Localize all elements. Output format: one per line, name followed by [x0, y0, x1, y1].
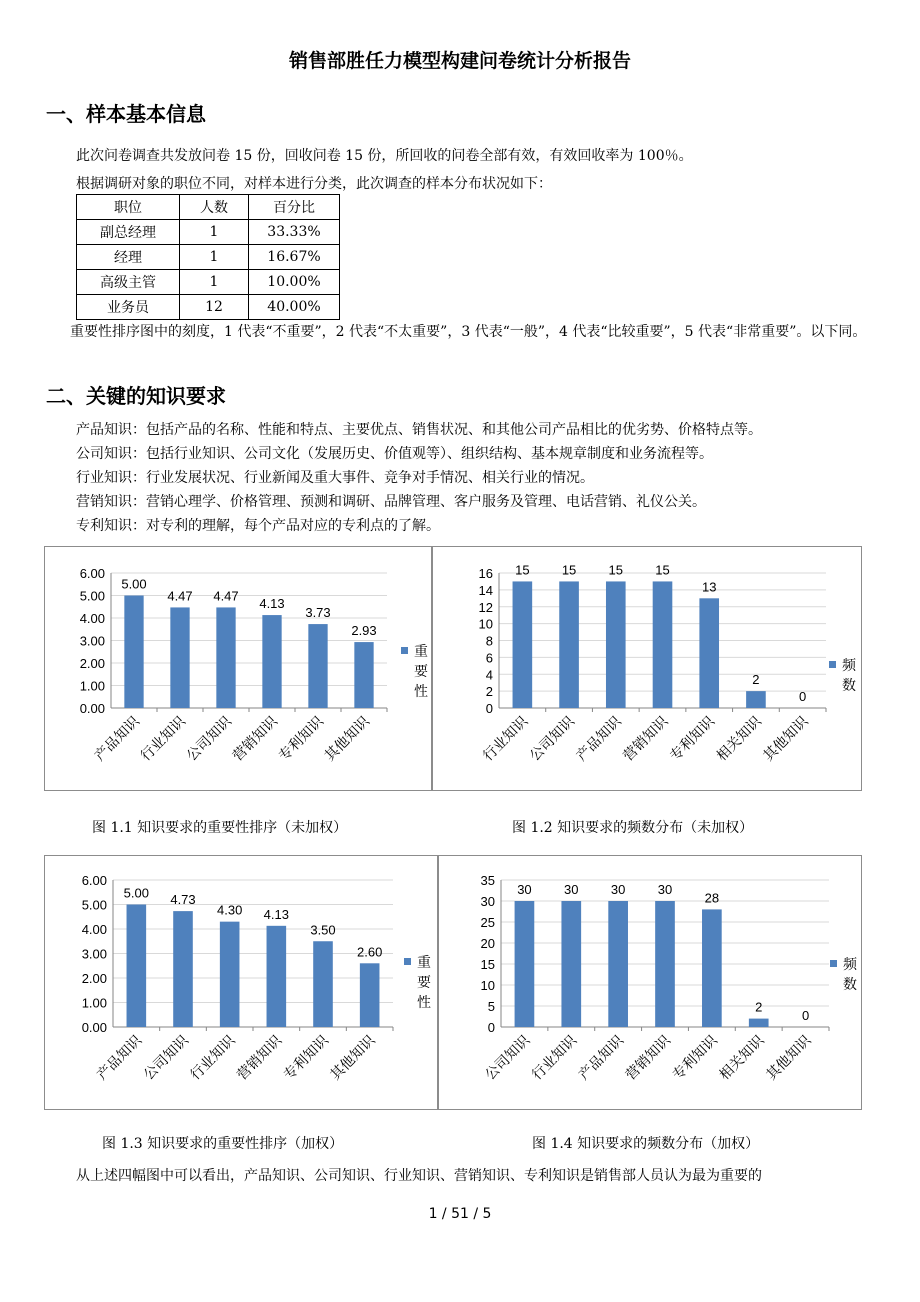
x-tick-label: 营销知识 [229, 713, 281, 765]
y-tick-label: 15 [480, 957, 495, 972]
knowledge-item-marketing: 营销知识：营销心理学、价格管理、预测和调研、品牌管理、客户服务及管理、电话营销、礼仪公关。 [76, 494, 706, 510]
y-tick-label: 4 [485, 667, 493, 683]
y-tick-label: 6 [485, 650, 493, 666]
x-tick-label: 其他知识 [321, 713, 373, 765]
y-tick-label: 1.00 [79, 678, 105, 694]
chart-1-4 [438, 855, 862, 1110]
data-label: 0 [801, 1008, 810, 1023]
x-tick-label: 相关知识 [716, 1032, 768, 1084]
table-row [77, 270, 340, 295]
y-tick-label: 16 [478, 566, 493, 581]
legend-label: 性 [417, 995, 431, 1011]
x-tick-label: 专利知识 [669, 1032, 721, 1084]
y-tick-label: 0 [485, 701, 493, 716]
table-cell: 1 [180, 270, 249, 295]
legend-swatch [829, 661, 836, 668]
data-label: 15 [608, 562, 624, 578]
table-header-cell: 职位 [77, 195, 180, 220]
x-tick-label: 公司知识 [183, 713, 235, 765]
table-cell: 12 [180, 295, 249, 320]
x-tick-label: 其他知识 [327, 1032, 379, 1084]
data-label: 30 [564, 882, 579, 897]
chart-1-3-svg [44, 855, 438, 1110]
y-tick-label: 0 [487, 1020, 495, 1035]
table-cell: 40.00% [249, 295, 340, 320]
x-tick-label: 行业知识 [137, 713, 189, 765]
legend-label: 数 [843, 977, 857, 993]
table-cell: 经理 [77, 245, 180, 270]
y-tick-label: 10 [480, 978, 495, 993]
x-tick-label: 行业知识 [480, 713, 532, 765]
sample-distribution-table [76, 194, 340, 320]
chart-1-2-svg [432, 546, 862, 791]
y-tick-label: 6.00 [81, 873, 107, 888]
y-tick-label: 8 [485, 633, 493, 649]
data-label: 28 [704, 890, 720, 906]
bar [354, 642, 373, 708]
chart-1-4-svg [438, 855, 862, 1110]
legend-label: 要 [414, 664, 428, 680]
data-label: 4.47 [167, 588, 193, 604]
data-label: 2 [755, 999, 763, 1015]
bar [216, 607, 235, 708]
x-tick-label: 公司知识 [526, 713, 578, 765]
data-label: 15 [515, 562, 530, 578]
document-title: 销售部胜任力模型构建问卷统计分析报告 [288, 50, 631, 72]
bar [173, 911, 193, 1027]
x-tick-label: 专利知识 [275, 713, 327, 765]
table-cell: 高级主管 [77, 270, 180, 295]
data-label: 2.93 [351, 623, 377, 639]
y-tick-label: 3.00 [79, 633, 105, 649]
x-tick-label: 专利知识 [667, 713, 719, 765]
data-label: 15 [561, 562, 577, 578]
y-tick-label: 4.00 [81, 922, 107, 937]
y-tick-label: 3.00 [81, 946, 107, 962]
x-tick-label: 行业知识 [187, 1032, 239, 1084]
y-tick-label: 2.00 [79, 656, 105, 671]
y-tick-label: 1.00 [81, 995, 107, 1011]
chart-1-4-caption: 图 1.4 知识要求的频数分布（加权） [532, 1136, 760, 1152]
chart-1-3-caption: 图 1.3 知识要求的重要性排序（加权） [102, 1136, 344, 1152]
knowledge-item-product: 产品知识：包括产品的名称、性能和特点、主要优点、销售状况、和其他公司产品相比的优劣势、价格特点等。 [76, 422, 762, 438]
bar [360, 963, 380, 1027]
table-cell: 1 [180, 220, 249, 245]
y-tick-label: 4.00 [79, 611, 105, 626]
table-cell: 10.00% [249, 270, 340, 295]
conclusion-paragraph: 从上述四幅图中可以看出，产品知识、公司知识、行业知识、营销知识、专利知识是销售部人员认为最为重要的 [76, 1168, 762, 1184]
table-row [77, 295, 340, 320]
x-tick-label: 产品知识 [576, 1032, 627, 1084]
bar [653, 581, 673, 708]
x-tick-label: 公司知识 [482, 1032, 534, 1084]
bar [655, 901, 675, 1027]
chart-1-1 [44, 546, 432, 791]
knowledge-item-industry: 行业知识：行业发展状况、行业新闻及重大事件、竞争对手情况、相关行业的情况。 [76, 470, 594, 486]
y-tick-label: 2 [485, 684, 493, 700]
x-tick-label: 其他知识 [763, 1032, 815, 1084]
y-tick-label: 25 [480, 915, 495, 930]
bar [608, 901, 628, 1027]
table-header-cell: 人数 [180, 195, 249, 220]
legend-label: 频 [842, 658, 856, 674]
chart-1-2-caption: 图 1.2 知识要求的频数分布（未加权） [512, 820, 754, 836]
table-row [77, 245, 340, 270]
bar [124, 596, 143, 709]
legend-swatch [401, 647, 408, 654]
y-tick-label: 10 [478, 616, 493, 632]
section2-heading: 二、关键的知识要求 [46, 384, 226, 408]
y-tick-label: 2.00 [81, 971, 107, 986]
section1-para1: 此次问卷调查共发放问卷 15 份，回收问卷 15 份，所回收的问卷全部有效，有效回收率为 100％。 [76, 148, 693, 164]
y-tick-label: 12 [478, 599, 493, 615]
data-label: 5.00 [123, 885, 149, 901]
table-row [77, 220, 340, 245]
bar [127, 905, 147, 1028]
y-tick-label: 6.00 [79, 566, 105, 581]
data-label: 30 [610, 882, 626, 897]
chart-1-2 [432, 546, 862, 791]
table-header-cell: 百分比 [249, 195, 340, 220]
x-tick-label: 营销知识 [620, 713, 672, 765]
section1-heading: 一、样本基本信息 [46, 102, 206, 126]
y-tick-label: 30 [480, 894, 495, 909]
chart-1-1-caption: 图 1.1 知识要求的重要性排序（未加权） [92, 820, 348, 836]
x-tick-label: 相关知识 [713, 713, 765, 765]
y-tick-label: 35 [480, 873, 495, 888]
bar [267, 926, 287, 1027]
data-label: 4.47 [213, 588, 239, 604]
bar [749, 1019, 769, 1027]
y-tick-label: 0.00 [81, 1020, 107, 1035]
data-label: 4.30 [217, 902, 243, 918]
x-tick-label: 产品知识 [94, 1032, 146, 1084]
knowledge-item-company: 公司知识：包括行业知识、公司文化（发展历史、价值观等）、组织结构、基本规章制度和业务流程等。 [76, 446, 713, 462]
data-label: 4.13 [259, 596, 285, 612]
bar [561, 901, 581, 1027]
legend-label: 数 [842, 678, 856, 694]
table-cell: 16.67% [249, 245, 340, 270]
bar [313, 941, 333, 1027]
data-label: 5.00 [121, 576, 147, 592]
page-footer: 1 / 51 / 5 [428, 1206, 492, 1222]
data-label: 4.13 [263, 906, 289, 922]
y-tick-label: 0.00 [79, 701, 105, 716]
bar [699, 598, 719, 708]
bar [746, 691, 766, 708]
bar [262, 615, 281, 708]
x-tick-label: 专利知识 [280, 1032, 332, 1084]
table-header-row [77, 195, 340, 220]
data-label: 13 [701, 579, 717, 595]
x-tick-label: 营销知识 [622, 1032, 674, 1084]
data-label: 2 [752, 672, 760, 688]
y-tick-label: 5 [487, 999, 495, 1014]
legend-label: 性 [414, 684, 428, 700]
y-tick-label: 5.00 [81, 897, 107, 913]
table-cell: 1 [180, 245, 249, 270]
data-label: 3.50 [310, 922, 336, 938]
x-tick-label: 营销知识 [234, 1032, 286, 1084]
data-label: 3.73 [305, 605, 331, 621]
x-tick-label: 产品知识 [573, 713, 625, 765]
legend-label: 频 [843, 957, 857, 973]
bar [308, 624, 327, 708]
data-label: 2.60 [357, 944, 383, 960]
bar [606, 581, 626, 708]
legend-label: 重 [417, 955, 431, 971]
bar [702, 909, 722, 1027]
x-tick-label: 行业知识 [529, 1032, 581, 1084]
x-tick-label: 公司知识 [140, 1032, 192, 1084]
chart-1-3 [44, 855, 438, 1110]
knowledge-item-patent: 专利知识：对专利的理解，每个产品对应的专利点的了解。 [76, 518, 440, 534]
y-tick-label: 20 [480, 936, 495, 951]
legend-swatch [404, 958, 411, 965]
chart-1-1-svg [44, 546, 432, 791]
y-tick-label: 14 [478, 582, 493, 598]
data-label: 15 [655, 562, 670, 578]
bar [220, 922, 240, 1027]
bar [515, 901, 535, 1027]
x-tick-label: 其他知识 [760, 713, 812, 765]
table-cell: 业务员 [77, 295, 180, 320]
bar [170, 607, 189, 708]
x-tick-label: 产品知识 [91, 713, 143, 765]
bar [559, 581, 579, 708]
table-cell: 33.33% [249, 220, 340, 245]
legend-swatch [830, 960, 837, 967]
legend-label: 重 [414, 644, 428, 660]
scale-note: 重要性排序图中的刻度，1 代表“不重要”，2 代表“不太重要”，3 代表“一般”，4 代表“比较重要”，5 代表“非常重要”。以下同。 [70, 324, 867, 340]
data-label: 4.73 [170, 892, 196, 908]
y-tick-label: 5.00 [79, 588, 105, 604]
section1-para2: 根据调研对象的职位不同，对样本进行分类，此次调查的样本分布状况如下： [76, 176, 552, 192]
legend-label: 要 [417, 975, 431, 991]
data-label: 30 [517, 882, 532, 897]
data-label: 0 [799, 689, 807, 704]
table-cell: 副总经理 [77, 220, 180, 245]
data-label: 30 [657, 882, 673, 897]
bar [513, 581, 533, 708]
